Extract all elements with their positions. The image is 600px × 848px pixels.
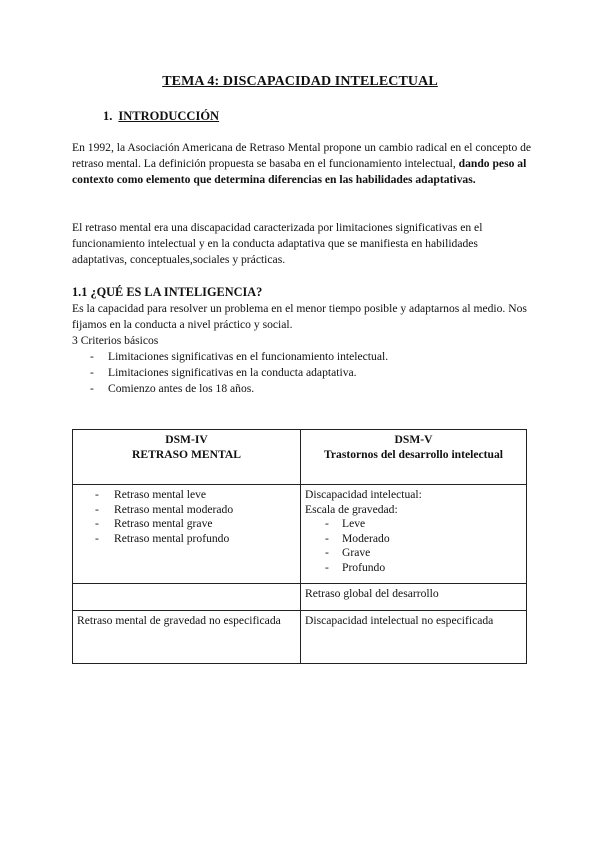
document-title: TEMA 4: DISCAPACIDAD INTELECTUAL bbox=[162, 74, 438, 89]
empty-cell bbox=[73, 584, 301, 611]
dsm-iv-label: DSM-IV bbox=[165, 433, 208, 446]
list-item: - Profundo bbox=[305, 561, 522, 576]
table-cell: Retraso global del desarrollo bbox=[301, 584, 527, 611]
section-heading-introduccion bbox=[103, 109, 219, 124]
criteria-item: - Limitaciones significativas en la conducta adaptativa. bbox=[72, 365, 532, 381]
criteria-heading: 3 Criterios básicos bbox=[72, 334, 159, 347]
dsm-comparison-table bbox=[72, 429, 527, 664]
table-cell: Discapacidad intelectual no especificada bbox=[301, 611, 527, 664]
intro-bold-text: dando peso al contexto como elemento que determina diferencias en las habilidades adaptativas. bbox=[72, 157, 527, 187]
dsm-iv-header bbox=[73, 430, 301, 485]
inteligencia-section bbox=[72, 301, 532, 397]
list-item: - Moderado bbox=[305, 532, 522, 547]
inteligencia-definition: Es la capacidad para resolver un problema en el menor tiempo posible y adaptarnos al medio. Nos fijamos en la conducta a nivel práctico y social. bbox=[72, 302, 527, 331]
list-item: - Retraso mental grave bbox=[77, 517, 296, 532]
dsm-v-severity-list bbox=[305, 517, 522, 575]
criteria-item: - Comienzo antes de los 18 años. bbox=[72, 381, 532, 397]
list-item: - Grave bbox=[305, 546, 522, 561]
list-item: - Retraso mental moderado bbox=[77, 503, 296, 518]
dsm-v-severity-cell bbox=[301, 485, 527, 584]
table-cell: Retraso mental de gravedad no especificada bbox=[73, 611, 301, 664]
dsm-iv-subtitle: RETRASO MENTAL bbox=[132, 447, 241, 461]
dsm-v-subtitle: Trastornos del desarrollo intelectual bbox=[324, 447, 503, 461]
table-row bbox=[73, 611, 527, 664]
intro-paragraph-2: El retraso mental era una discapacidad caracterizada por limitaciones significativas en el funcionamiento intelectual y en la conducta adaptativa que se manifiesta en habilidades adaptativas, conceptuales,sociales y prácticas. bbox=[72, 221, 483, 267]
section-label: INTRODUCCIÓN bbox=[118, 109, 220, 123]
criteria-list bbox=[72, 349, 532, 397]
dsm-iv-severity-cell bbox=[73, 485, 301, 584]
dsm-v-label: DSM-V bbox=[394, 433, 433, 446]
table-header-row bbox=[73, 430, 527, 485]
dsm-v-header bbox=[301, 430, 527, 485]
cell-line: Escala de gravedad: bbox=[305, 502, 398, 516]
dsm-iv-severity-list bbox=[77, 488, 296, 546]
list-item: - Retraso mental leve bbox=[77, 488, 296, 503]
cell-line: Discapacidad intelectual: bbox=[305, 488, 422, 501]
intro-text: En 1992, la Asociación Americana de Retraso Mental propone un cambio radical en el concepto de retraso mental. La definición propuesta se basaba en el funcionamiento intelectual, bbox=[72, 141, 532, 171]
list-item: - Leve bbox=[305, 517, 522, 532]
criteria-item: - Limitaciones significativas en el funcionamiento intelectual. bbox=[72, 349, 532, 365]
table-row bbox=[73, 584, 527, 611]
subsection-heading-inteligencia: 1.1 ¿QUÉ ES LA INTELIGENCIA? bbox=[72, 285, 263, 299]
section-number: 1. bbox=[103, 109, 113, 123]
intro-paragraph-1 bbox=[72, 140, 532, 189]
table-row bbox=[73, 485, 527, 584]
list-item: - Retraso mental profundo bbox=[77, 532, 296, 547]
